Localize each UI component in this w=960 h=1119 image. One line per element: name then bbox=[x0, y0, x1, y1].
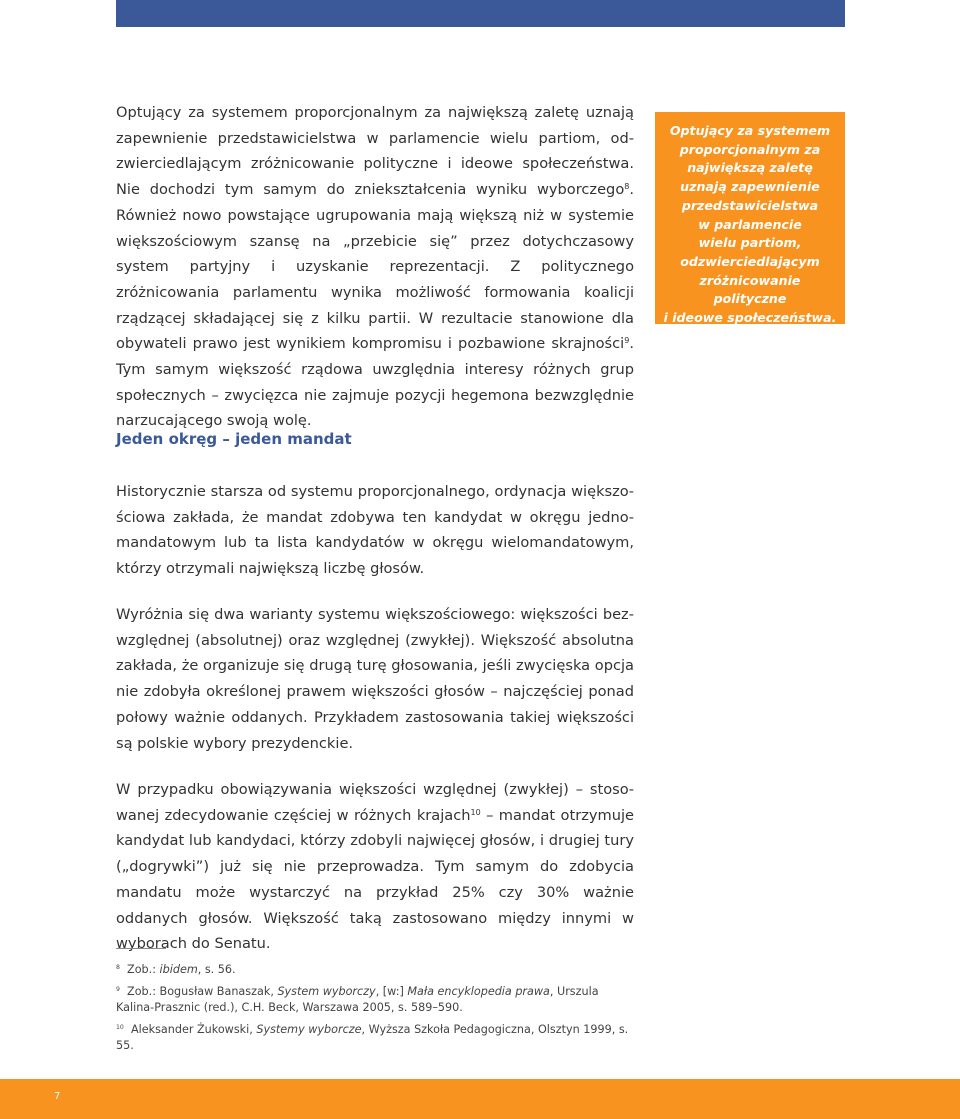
paragraph-4: W przypadku obowiązywania większości względnej (zwykłej) – stosowanej zdecydowanie częściej w różnych krajach$^{10}$ – mandat otrzymuje kandydat lub kandydaci, którzy zdobyli najwięcej głosów, i drugiej tury („dogrywki”) już się nie przeprowadza. Tym samym do zdobycia mandatu może wystarczyć na przykład 25% czy 30% ważnie oddanych głosów. Większość taką zastosowano między innymi w wyborach do Senatu. bbox=[116, 781, 634, 953]
section-heading: Jeden okręg – jeden mandat bbox=[116, 430, 352, 448]
pull-quote-box bbox=[655, 112, 845, 324]
pull-quote-text: Optujący za systemem proporcjonalnym za największą zaletę uznają zapewnienie przedstawicielstwa w parlamencie wielu partiom, odzwierciedlającym zróżnicowanie polityczne i ideowe społeczeństwa. bbox=[663, 123, 837, 326]
footnotes bbox=[116, 962, 634, 1060]
footnote-10: $^{10}$ Aleksander Żukowski, Systemy wyborcze, Wyższa Szkoła Pedagogiczna, Olsztyn 1999, s. 55. bbox=[116, 1023, 629, 1052]
footnote-8: $^8$ Zob.: ibidem, s. 56. bbox=[116, 963, 236, 976]
bottom-footer-bar bbox=[0, 1079, 960, 1119]
footnote-9: $^9$ Zob.: Bogusław Banaszak, System wyborczy, [w:] Mała encyklopedia prawa, Urszula Kalina-Prasznic (red.), C.H. Beck, Warszawa 2005, s. 589–590. bbox=[116, 985, 599, 1014]
page-number: 7 bbox=[54, 1091, 61, 1102]
paragraph-3: Wyróżnia się dwa warianty systemu większościowego: większości bezwzględnej (absolutnej) oraz względnej (zwykłej). Większość absolutna zakłada, że organizuje się drugą turę głosowania, jeśli zwycięska opcja nie zdobyła określonej prawem większości głosów – najczęściej ponad połowy ważnie oddanych. Przykładem zastosowania takiej większości są polskie wybory prezydenckie. bbox=[116, 606, 634, 752]
paragraph-1: Optujący za systemem proporcjonalnym za największą zaletę uznają zapewnienie przedstawicielstwa w parlamencie wielu partiom, odzwierciedlającym zróżnicowanie polityczne i ideowe społeczeństwa. Nie dochodzi tym samym do zniekształcenia wyniku wyborczego$^8$. Również nowo powstające ugrupowania mają większą niż w systemie większościowym szansę na „przebicie się” przez dotychczasowy system partyjny i uzyskanie reprezentacji. Z politycznego zróżnicowania parlamentu wynika możliwość formowania koalicji rządzącej składającej się z kilku partii. W rezultacie stanowione dla obywateli prawo jest wynikiem kompromisu i pozbawione skrajności$^9$. Tym samym większość rządowa uwzględnia interesy różnych grup społecznych – zwycięzca nie zajmuje pozycji hegemona bezwzględnie narzucającego swoją wolę. bbox=[116, 104, 634, 430]
paragraph-2: Historycznie starsza od systemu proporcjonalnego, ordynacja większościowa zakłada, że mandat zdobywa ten kandydat w okręgu jednomandatowym lub ta lista kandydatów w okręgu wielomandatowym, którzy otrzymali największą liczbę głosów. bbox=[116, 483, 634, 578]
footnote-divider bbox=[116, 948, 166, 949]
top-header-bar bbox=[116, 0, 845, 27]
